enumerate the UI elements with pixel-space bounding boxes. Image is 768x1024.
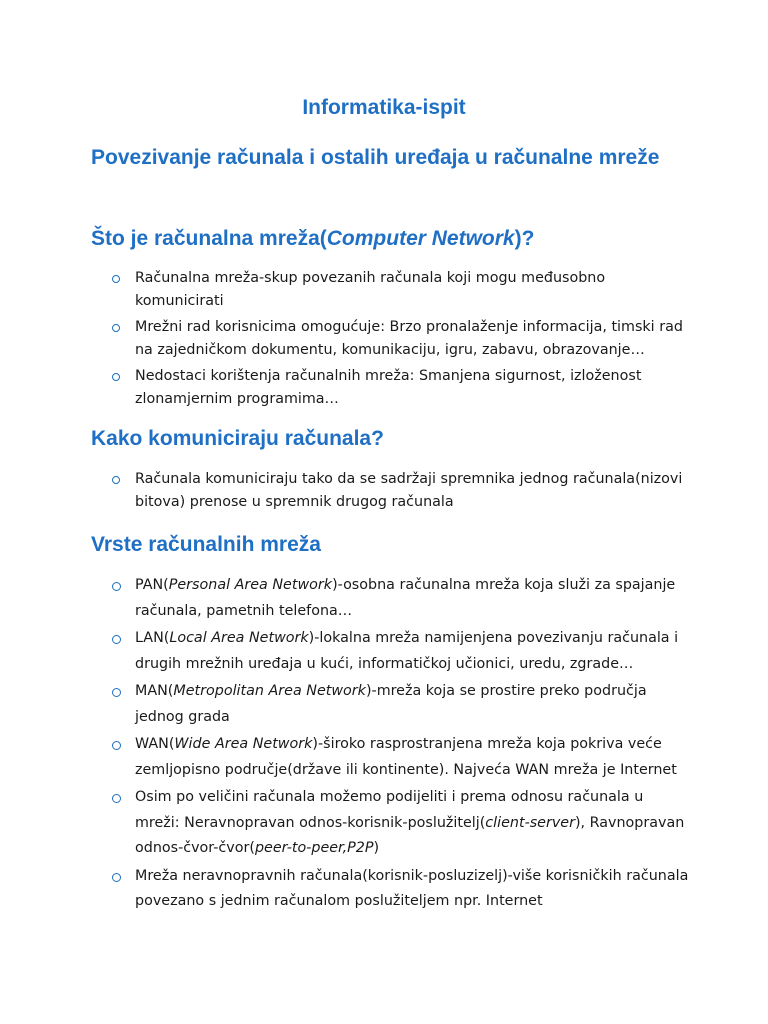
heading-sto-je-mreza xyxy=(91,221,671,256)
text-part: )-mreža koja se prostire preko područja jednog grada xyxy=(135,683,647,725)
circle-bullet-icon xyxy=(112,794,121,803)
list-item-wan xyxy=(112,732,692,783)
list-item-text: Računala komuniciraju tako da se sadržaji spremnika jednog računala(nizovi bitova) prenose u spremnik drugog računala xyxy=(135,471,683,510)
circle-bullet-icon xyxy=(112,635,121,644)
text-part: ), Ravnopravan odnos-čvor-čvor( xyxy=(135,814,685,856)
text-part: )-osobna računalna mreža koja služi za spajanje računala, pametnih telefona… xyxy=(135,577,676,619)
list-item xyxy=(112,316,692,362)
list-item xyxy=(112,365,692,411)
heading-kako-komuniciraju: Kako komuniciraju računala? xyxy=(91,427,384,450)
text-part: Osim po veličini računala možemo podijeliti i prema odnosu računala u mreži: Neravnopravan odnos-korisnik-poslužitelj( xyxy=(135,789,644,831)
list-item xyxy=(112,267,692,313)
heading-part: Što je računalna mreža( xyxy=(91,227,327,250)
text-emphasis: Metropolitan Area Network xyxy=(173,683,366,699)
list-item-text: Računalna mreža-skup povezanih računala koji mogu međusobno komunicirati xyxy=(135,270,606,309)
circle-bullet-icon xyxy=(112,275,120,283)
list-mreza xyxy=(112,267,692,414)
circle-bullet-icon xyxy=(112,741,121,750)
text-part: )-lokalna mreža namijenjena povezivanju računala i drugih mrežnih uređaja u kući, informatičkoj učionici, uredu, zgrade… xyxy=(135,630,679,672)
list-item xyxy=(112,468,692,514)
circle-bullet-icon xyxy=(112,324,120,332)
list-item-text: Nedostaci korištenja računalnih mreža: Smanjena sigurnost, izloženost zlonamjernim programima… xyxy=(135,368,642,407)
list-komunikacija xyxy=(112,468,692,517)
circle-bullet-icon xyxy=(112,582,121,591)
list-item-text: Mreža neravnopravnih računala(korisnik-posluzizelj)-više korisničkih računala povezano s jednim računalom poslužiteljem npr. Internet xyxy=(135,867,689,909)
heading-part: )? xyxy=(514,227,535,250)
list-item-lan xyxy=(112,626,692,677)
document-title: Informatika-ispit xyxy=(302,96,466,119)
circle-bullet-icon xyxy=(112,688,121,697)
text-part: ) xyxy=(373,840,380,856)
text-emphasis: Local Area Network xyxy=(169,630,309,646)
heading-emphasis: Computer Network xyxy=(326,227,515,250)
text-emphasis: Personal Area Network xyxy=(168,577,333,593)
circle-bullet-icon xyxy=(112,873,121,882)
text-part: MAN( xyxy=(135,683,174,699)
list-item-text: Mrežni rad korisnicima omogućuje: Brzo pronalaženje informacija, timski rad na zajedničkom dokumentu, komunikaciju, igru, zabavu, obrazovanje… xyxy=(135,319,683,358)
list-item-mreza-neravnopravnih xyxy=(112,864,692,915)
text-emphasis: peer-to-peer,P2P xyxy=(254,840,374,856)
text-part: WAN( xyxy=(135,736,175,752)
circle-bullet-icon xyxy=(112,476,120,484)
text-part: PAN( xyxy=(135,577,169,593)
text-part: LAN( xyxy=(135,630,170,646)
list-item-man xyxy=(112,679,692,730)
heading-povezivanje: Povezivanje računala i ostalih uređaja u računalne mreže xyxy=(91,146,660,169)
circle-bullet-icon xyxy=(112,373,120,381)
text-emphasis: Wide Area Network xyxy=(174,736,313,752)
list-item-pan xyxy=(112,573,692,624)
list-item-osim xyxy=(112,785,692,862)
text-emphasis: client-server xyxy=(485,814,575,831)
heading-vrste-mreza: Vrste računalnih mreža xyxy=(91,533,321,556)
text-part: )-široko rasprostranjena mreža koja pokriva veće zemljopisno područje(države ili kontinente). Najveća WAN mreža je Internet xyxy=(135,736,677,778)
list-vrste xyxy=(112,573,692,917)
